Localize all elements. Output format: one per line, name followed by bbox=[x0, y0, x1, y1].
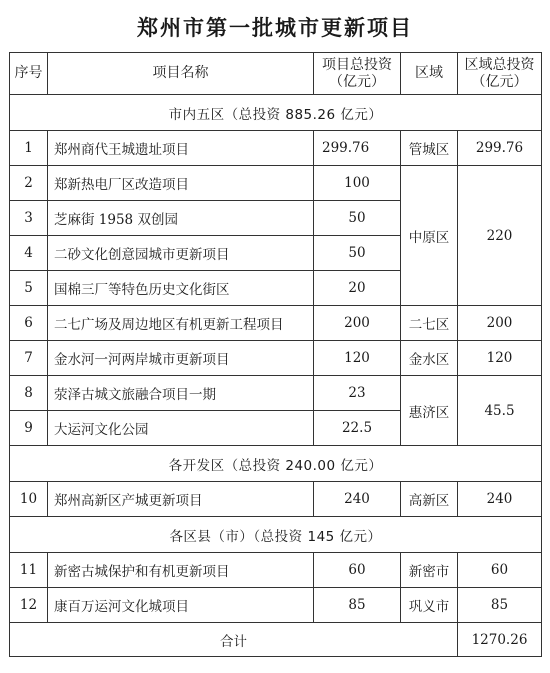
page-title: 郑州市第一批城市更新项目 bbox=[137, 16, 413, 40]
row-seq: 12 bbox=[10, 588, 48, 623]
row-investment: 20 bbox=[314, 271, 401, 306]
row-district: 惠济区 bbox=[401, 376, 458, 446]
total-value: 1270.26 bbox=[458, 623, 542, 657]
row-district-total: 120 bbox=[458, 341, 542, 376]
row-investment: 200 bbox=[314, 306, 401, 341]
header-district-investment: 区域总投资（亿元） bbox=[458, 53, 542, 95]
row-investment: 60 bbox=[314, 553, 401, 588]
row-name: 荥泽古城文旅融合项目一期 bbox=[48, 376, 314, 411]
row-seq: 8 bbox=[10, 376, 48, 411]
row-investment: 50 bbox=[314, 236, 401, 271]
row-seq: 9 bbox=[10, 411, 48, 446]
row-seq: 11 bbox=[10, 553, 48, 588]
project-table bbox=[9, 52, 542, 657]
header-district: 区域 bbox=[401, 53, 458, 95]
row-investment: 85 bbox=[314, 588, 401, 623]
row-district-total: 299.76 bbox=[458, 131, 542, 166]
row-seq: 3 bbox=[10, 201, 48, 236]
row-name: 郑州高新区产城更新项目 bbox=[48, 482, 314, 517]
table-row bbox=[10, 376, 542, 411]
section-row bbox=[10, 446, 542, 482]
row-name: 芝麻街 1958 双创园 bbox=[48, 201, 314, 236]
row-seq: 7 bbox=[10, 341, 48, 376]
total-label: 合计 bbox=[10, 623, 458, 657]
header-row bbox=[10, 53, 542, 95]
row-name: 大运河文化公园 bbox=[48, 411, 314, 446]
section-label: 各区县（市）（总投资 145 亿元） bbox=[10, 517, 542, 553]
row-name: 新密古城保护和有机更新项目 bbox=[48, 553, 314, 588]
section-row bbox=[10, 517, 542, 553]
row-district: 中原区 bbox=[401, 166, 458, 306]
row-district-total: 240 bbox=[458, 482, 542, 517]
row-seq: 2 bbox=[10, 166, 48, 201]
row-district-total: 220 bbox=[458, 166, 542, 306]
row-district: 金水区 bbox=[401, 341, 458, 376]
row-investment: 240 bbox=[314, 482, 401, 517]
section-row bbox=[10, 95, 542, 131]
row-district: 新密市 bbox=[401, 553, 458, 588]
header-name: 项目名称 bbox=[48, 53, 314, 95]
table-row bbox=[10, 482, 542, 517]
section-label: 各开发区（总投资 240.00 亿元） bbox=[10, 446, 542, 482]
header-seq: 序号 bbox=[10, 53, 48, 95]
row-seq: 4 bbox=[10, 236, 48, 271]
row-district-total: 85 bbox=[458, 588, 542, 623]
row-investment: 23 bbox=[314, 376, 401, 411]
row-name: 郑州商代王城遗址项目 bbox=[48, 131, 314, 166]
row-district-total: 60 bbox=[458, 553, 542, 588]
table-row bbox=[10, 588, 542, 623]
table-row bbox=[10, 131, 542, 166]
row-district: 二七区 bbox=[401, 306, 458, 341]
row-seq: 6 bbox=[10, 306, 48, 341]
row-investment: 299.76 bbox=[314, 131, 401, 166]
row-investment: 120 bbox=[314, 341, 401, 376]
total-row bbox=[10, 623, 542, 657]
row-seq: 10 bbox=[10, 482, 48, 517]
row-investment: 100 bbox=[314, 166, 401, 201]
row-seq: 5 bbox=[10, 271, 48, 306]
row-investment: 22.5 bbox=[314, 411, 401, 446]
row-investment: 50 bbox=[314, 201, 401, 236]
row-district-total: 200 bbox=[458, 306, 542, 341]
header-investment: 项目总投资（亿元） bbox=[314, 53, 401, 95]
table-row bbox=[10, 166, 542, 201]
row-name: 国棉三厂等特色历史文化街区 bbox=[48, 271, 314, 306]
row-name: 二砂文化创意园城市更新项目 bbox=[48, 236, 314, 271]
section-label: 市内五区（总投资 885.26 亿元） bbox=[10, 95, 542, 131]
row-district: 管城区 bbox=[401, 131, 458, 166]
row-name: 二七广场及周边地区有机更新工程项目 bbox=[48, 306, 314, 341]
row-name: 郑新热电厂区改造项目 bbox=[48, 166, 314, 201]
row-name: 金水河一河两岸城市更新项目 bbox=[48, 341, 314, 376]
row-seq: 1 bbox=[10, 131, 48, 166]
row-district: 巩义市 bbox=[401, 588, 458, 623]
table-row bbox=[10, 306, 542, 341]
row-district: 高新区 bbox=[401, 482, 458, 517]
table-row bbox=[10, 553, 542, 588]
row-name: 康百万运河文化城项目 bbox=[48, 588, 314, 623]
table-row bbox=[10, 341, 542, 376]
row-district-total: 45.5 bbox=[458, 376, 542, 446]
